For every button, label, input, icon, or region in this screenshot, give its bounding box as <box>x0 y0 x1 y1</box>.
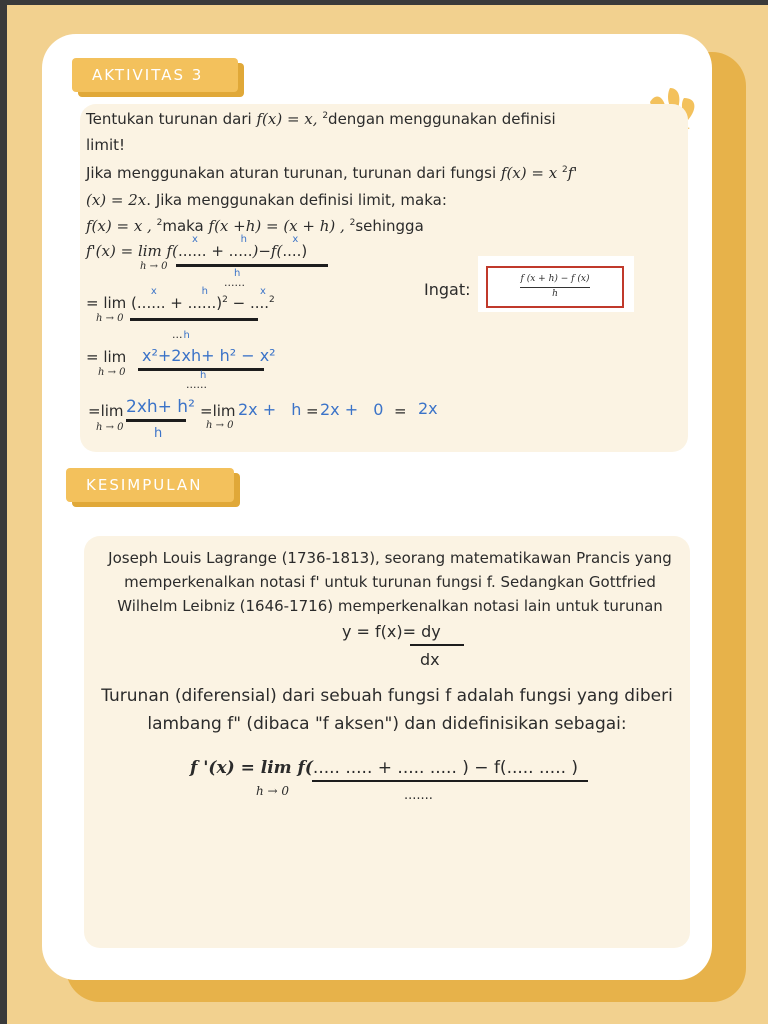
step1-numerator: f'(x) = lim f(...... x + ..... h )−f(.... x ) <box>86 234 308 260</box>
step4-prefix: =lim <box>88 402 124 420</box>
activity-question-line1: Tentukan turunan dari f(x) = x, $^2$dengan menggunakan definisi <box>86 110 556 128</box>
step4-eq3: = <box>306 402 319 420</box>
conclusion-paragraph-line1: Joseph Louis Lagrange (1736-1813), seorang matematikawan Prancis yang <box>108 549 672 567</box>
step3-limit-sub: h → 0 <box>98 367 126 378</box>
leibniz-notation: y = f(x)= dy <box>342 622 441 641</box>
step3-numerator: x²+2xh+ h² − x² <box>142 346 276 365</box>
step4-result: 2x <box>418 399 438 418</box>
step4-denominator: h <box>154 426 163 441</box>
step3-denominator: ...... h <box>186 370 207 391</box>
activity-question-line2: limit! <box>86 136 126 154</box>
leibniz-denominator: dx <box>420 650 440 669</box>
rule-line2: (x) = 2x. Jika menggunakan definisi limit, maka: <box>86 191 447 209</box>
step2-limit-sub: h → 0 <box>96 313 124 324</box>
definition-line: f(x) = x , $^2$maka f(x +h) = (x + h) , $^2$sehingga <box>86 217 424 235</box>
step2-numerator: = lim (...... x + ...... h )$^2$ − .... x $^2$ <box>86 286 275 312</box>
conclusion-paragraph-line2: memperkenalkan notasi f' untuk turunan fungsi f. Sedangkan Gottfried <box>124 573 656 591</box>
rule-line1: Jika menggunakan aturan turunan, turunan dari fungsi f(x) = x $^2$f' <box>86 164 578 182</box>
step4-fraction-bar <box>126 419 186 422</box>
ingat-formula-box <box>478 256 634 312</box>
step2-denominator: ...h <box>172 328 190 341</box>
step4-value2: 2x + h <box>238 400 302 419</box>
derivative-denominator: ....... <box>404 788 433 803</box>
step1-denominator: ...... h <box>224 268 245 289</box>
step1-limit-sub: h → 0 <box>140 261 168 272</box>
derivative-limit-sub: h → 0 <box>256 784 290 798</box>
step4-limit-sub2: h → 0 <box>206 420 234 431</box>
top-border <box>0 0 768 5</box>
ingat-numerator: f (x + h) − f (x) <box>520 274 590 284</box>
conclusion-paragraph-line3: Wilhelm Leibniz (1646-1716) memperkenalkan notasi lain untuk turunan <box>117 597 663 615</box>
step4-eq4: = <box>394 402 407 420</box>
conclusion-heading: KESIMPULAN <box>66 468 234 502</box>
step4-eq2: =lim <box>200 402 236 420</box>
ingat-label: Ingat: <box>424 280 471 299</box>
activity-heading: AKTIVITAS 3 <box>72 58 238 92</box>
step1-fraction-bar <box>176 264 328 267</box>
left-border <box>0 0 7 1024</box>
ingat-denominator: h <box>552 289 558 299</box>
conclusion-definition-line1: Turunan (diferensial) dari sebuah fungsi f adalah fungsi yang diberi <box>101 686 673 706</box>
derivative-formula: f '(x) = lim f(..... ..... + ..... ..... ) − f(..... ..... ) <box>190 758 579 778</box>
step3-prefix: = lim <box>86 348 127 366</box>
ingat-formula-frame <box>486 266 624 308</box>
step4-value3: 2x + 0 <box>320 400 384 419</box>
step4-limit-sub: h → 0 <box>96 422 124 433</box>
step2-fraction-bar <box>130 318 258 321</box>
step4-numerator: 2xh+ h² <box>126 397 195 417</box>
ingat-fraction-bar <box>520 287 590 288</box>
derivative-fraction-bar <box>312 780 588 782</box>
conclusion-definition-line2: lambang f" (dibaca "f aksen") dan didefinisikan sebagai: <box>147 714 627 734</box>
leibniz-fraction-bar <box>410 644 464 646</box>
